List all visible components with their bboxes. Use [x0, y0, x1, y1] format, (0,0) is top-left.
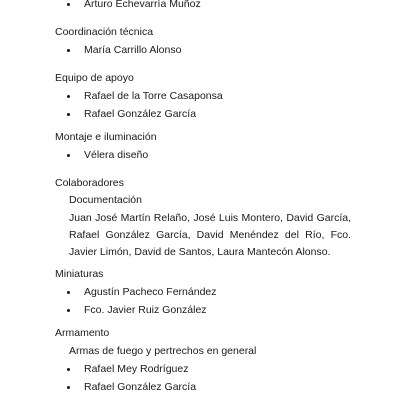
list-item: [0, 286, 400, 304]
list-item-text: Rafael de la Torre Casaponsa: [84, 90, 223, 102]
list-item-text: María Carrillo Alonso: [84, 44, 182, 56]
list-item-text: Arturo Echevarría Muñoz: [84, 0, 201, 10]
section-title-montaje: Montaje e iluminación: [55, 131, 157, 143]
list-item-text: Fco. Javier Ruiz González: [84, 304, 207, 316]
list-item-text: Rafael Mey Rodríguez: [84, 363, 189, 375]
bullet-icon: [67, 291, 70, 294]
list-item: [0, 381, 400, 399]
list-item: [0, 304, 400, 322]
bullet-icon: [67, 3, 70, 6]
section-title-miniaturas: Miniaturas: [55, 268, 104, 280]
montaje-list: [0, 149, 400, 167]
list-item: [0, 44, 400, 62]
list-item: [0, 0, 400, 16]
miniaturas-list: [0, 286, 400, 322]
equipo-list: [0, 90, 400, 126]
armamento-list: [0, 363, 400, 399]
list-item-text: Rafael González García: [84, 381, 197, 393]
bullet-icon: [67, 309, 70, 312]
documentacion-paragraph: Juan José Martín Relaño, José Luis Montero, David García, Rafael González García, David Menéndez del Río, Fco. Javier Limón, David de Santos, Laura Mantecón Alonso.: [69, 212, 351, 258]
bullet-icon: [67, 49, 70, 52]
section-title-equipo: Equipo de apoyo: [55, 72, 134, 84]
list-item: [0, 149, 400, 167]
list-item-text: Rafael González García: [84, 108, 197, 120]
subsection-title-armas: Armas de fuego y pertrechos en general: [69, 345, 257, 357]
section-title-coordinacion: Coordinación técnica: [55, 26, 154, 38]
bullet-icon: [67, 386, 70, 389]
bullet-icon: [67, 368, 70, 371]
intro-list: [0, 0, 400, 16]
list-item-text: Agustín Pacheco Fernández: [84, 286, 217, 298]
list-item-text: Vélera diseño: [84, 149, 149, 161]
section-title-colaboradores: Colaboradores: [55, 177, 124, 189]
bullet-icon: [67, 113, 70, 116]
bullet-icon: [67, 154, 70, 157]
coordinacion-list: [0, 44, 400, 62]
section-title-armamento: Armamento: [55, 327, 110, 339]
list-item: [0, 108, 400, 126]
list-item: [0, 363, 400, 381]
list-item: [0, 90, 400, 108]
subsection-title-documentacion: Documentación: [69, 194, 142, 206]
bullet-icon: [67, 95, 70, 98]
